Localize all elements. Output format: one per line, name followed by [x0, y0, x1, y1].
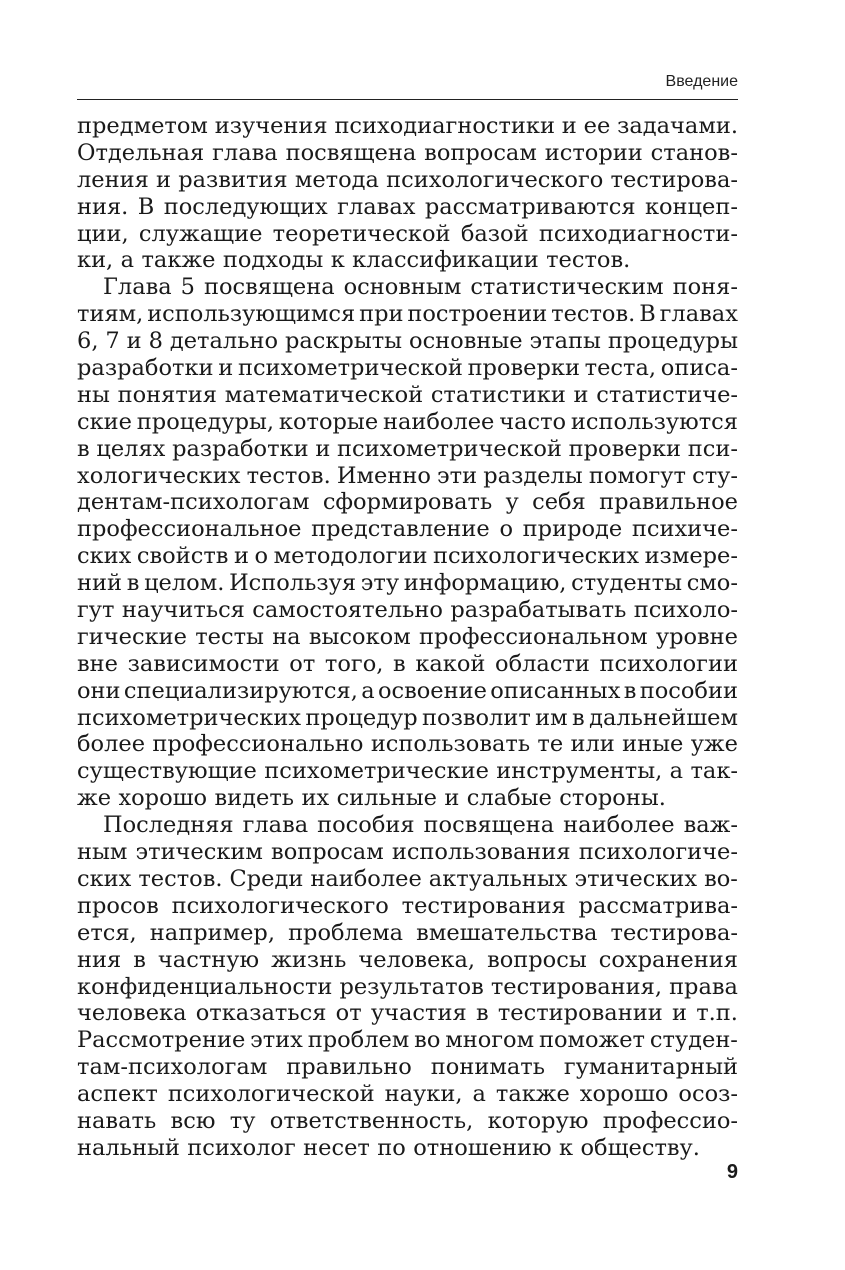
word: от [289, 650, 316, 677]
word: представление [311, 516, 490, 543]
word: дальнейшем [589, 704, 738, 731]
text-line [77, 436, 738, 463]
word: о [254, 543, 269, 570]
word: хологических [77, 462, 241, 489]
word: а [472, 1081, 486, 1108]
word: посвящена [423, 812, 555, 839]
word: студен- [649, 1027, 738, 1054]
word: просов [77, 892, 159, 919]
word: того, [324, 650, 384, 677]
word: развития [178, 166, 288, 193]
word: профессиональное [77, 516, 302, 543]
word: инструменты, [496, 758, 663, 785]
word: рассматриваются [424, 193, 636, 220]
word: тестов. [546, 247, 631, 274]
word: тестирова- [610, 919, 738, 946]
text-line [77, 1108, 738, 1135]
text-line [77, 758, 738, 785]
word: профессионально [152, 731, 364, 758]
word: этических [574, 865, 698, 892]
word: разработки [77, 355, 214, 382]
word: В [639, 301, 656, 328]
word: измере- [644, 543, 738, 570]
word: которую [487, 1107, 589, 1134]
word: отказаться [195, 1000, 327, 1027]
word: метода [294, 166, 379, 193]
word: там-психологам [77, 1054, 268, 1081]
word: задачами. [617, 113, 738, 139]
body-text [77, 113, 738, 1162]
word: себя [532, 489, 586, 516]
page-number: 9 [726, 1161, 738, 1183]
word: Именно [336, 462, 431, 489]
word: права [669, 973, 738, 1000]
text-line [77, 785, 738, 812]
text-line [77, 974, 738, 1001]
text-line [77, 167, 738, 194]
word: поня- [672, 274, 738, 301]
word: проверки [467, 355, 580, 382]
word: ния [77, 946, 122, 973]
word: ется, [77, 919, 137, 946]
word: психологического [386, 166, 604, 193]
word: психодиагности- [538, 220, 738, 247]
word: разработки [172, 435, 309, 462]
word: методологии [273, 543, 428, 570]
text-line [77, 409, 738, 436]
running-head-title: Введение [665, 73, 738, 90]
word: а [669, 758, 684, 785]
word: использования [391, 839, 571, 866]
word: в [77, 435, 90, 462]
text-line [77, 543, 738, 570]
text-line [77, 624, 738, 651]
word: последующих [163, 193, 328, 220]
word: статистиче- [596, 381, 738, 408]
word: самостоятельно [252, 597, 443, 624]
word: пособии [639, 677, 738, 704]
word: в [393, 650, 406, 677]
word: основным [343, 274, 462, 301]
word: В [137, 193, 155, 220]
word: гические [77, 623, 187, 650]
word: проблема [288, 919, 404, 946]
word: профессиональном [418, 623, 648, 650]
word: результатов [339, 973, 484, 1000]
header-rule [77, 99, 738, 100]
word: тестирова- [610, 166, 738, 193]
word: ту [229, 1107, 256, 1134]
word: ний [77, 570, 122, 597]
word: классификации [352, 247, 539, 274]
word: и [218, 355, 234, 382]
word: стороны. [559, 785, 666, 812]
text-line [77, 113, 738, 140]
word: высоком [308, 623, 411, 650]
word: так- [690, 758, 738, 785]
word: обществу. [580, 1134, 700, 1161]
text-line [77, 489, 738, 516]
word: по [377, 1134, 406, 1161]
word: поможет [538, 1027, 646, 1054]
text-line [77, 194, 738, 221]
text-line [77, 839, 738, 866]
word: 7 [105, 328, 120, 355]
word: наиболее [382, 408, 495, 435]
word: и [315, 435, 331, 462]
word: и [233, 543, 249, 570]
text-line [77, 382, 738, 409]
word: тесты [195, 623, 264, 650]
word: концеп- [644, 193, 738, 220]
word: Рассмотрение [77, 1027, 246, 1054]
word: наиболее [563, 812, 675, 839]
word: посвящена [285, 139, 417, 166]
word: в [572, 704, 585, 731]
word: пособия [317, 812, 415, 839]
word: психодиагностики [334, 113, 555, 139]
word: глава [242, 812, 309, 839]
word: 6, [77, 328, 99, 355]
word: эту [360, 570, 400, 597]
word: эти [437, 462, 478, 489]
word: а [120, 247, 135, 274]
word: в [623, 677, 637, 704]
word: зависимости [127, 650, 280, 677]
word: психологической [167, 1081, 375, 1108]
text-line [77, 920, 738, 947]
word: использовать [370, 731, 531, 758]
word: ны [77, 381, 110, 408]
word: отношению [413, 1134, 552, 1161]
word: аспект [77, 1081, 158, 1108]
word: математической [224, 381, 424, 408]
text-line [77, 274, 738, 301]
word: основные [409, 328, 523, 355]
word: уровне [655, 623, 738, 650]
word: станов- [650, 139, 738, 166]
word: этих [250, 1027, 303, 1054]
word: пси- [687, 435, 738, 462]
text-line [77, 1081, 738, 1108]
word: разрабатывать [450, 597, 627, 624]
word: Отдельная [77, 139, 205, 166]
word: вне [77, 650, 118, 677]
word: более [77, 731, 146, 758]
word: служащие [138, 220, 263, 247]
word: тестирования [401, 892, 566, 919]
word: к [330, 247, 345, 274]
word: ские [77, 408, 132, 435]
text-line [77, 221, 738, 248]
word: информацию, [403, 570, 567, 597]
word: процедуры [607, 328, 738, 355]
word: теоретической [272, 220, 451, 247]
text-line [77, 463, 738, 490]
word: этапы [529, 328, 601, 355]
word: главах [337, 193, 416, 220]
word: процедуры, [136, 408, 275, 435]
word: использующимся [147, 301, 356, 328]
word: изучения [214, 113, 328, 139]
word: ции, [77, 220, 129, 247]
word: ских [77, 865, 132, 892]
word: конфиденциальности [77, 973, 333, 1000]
word: человека [77, 1000, 187, 1027]
word: к [559, 1134, 574, 1161]
word: навать [77, 1107, 157, 1134]
word: вопросам [271, 839, 384, 866]
word: правильно [286, 1054, 412, 1081]
word: нальный [77, 1134, 180, 1161]
word: тиям, [77, 301, 144, 328]
word: позволит [422, 704, 531, 731]
word: студенты [571, 570, 682, 597]
word: несет [303, 1134, 370, 1161]
word: глава [212, 139, 278, 166]
word: и [671, 1000, 687, 1027]
word: правильное [599, 489, 738, 516]
word: наиболее [310, 865, 422, 892]
word: понимать [430, 1054, 545, 1081]
word: какой [415, 650, 486, 677]
word: посвящена [203, 274, 335, 301]
word: тестирования, [490, 973, 662, 1000]
word: раскрыты [284, 328, 403, 355]
word: всю [170, 1107, 216, 1134]
word: используются [570, 408, 738, 435]
word: целом. [144, 570, 225, 597]
word: описа- [660, 355, 738, 382]
word: им [535, 704, 568, 731]
word: те [537, 731, 564, 758]
word: или [570, 731, 615, 758]
word: Среди [229, 865, 304, 892]
word: уже [690, 731, 738, 758]
word: области [495, 650, 590, 677]
text-line [77, 947, 738, 974]
word: психометрической [337, 435, 562, 462]
word: психологических [433, 543, 640, 570]
word: а [361, 677, 375, 704]
text-line [77, 731, 738, 758]
word: от [335, 1000, 362, 1027]
word: которые [278, 408, 379, 435]
word: также [495, 1081, 570, 1108]
word: свойств [136, 543, 229, 570]
word: психометрические [264, 758, 489, 785]
word: вопросы [487, 946, 587, 973]
word: актуальных [428, 865, 568, 892]
word: 8 [148, 328, 163, 355]
word: статистики [430, 381, 566, 408]
word: науки, [384, 1081, 463, 1108]
word: психологического [171, 892, 389, 919]
word: во [414, 1027, 441, 1054]
word: хорошо [118, 785, 208, 812]
text-line [77, 597, 738, 624]
text-line [77, 812, 738, 839]
word: психометрических [77, 704, 302, 731]
word: при [359, 301, 404, 328]
word: рассматрива- [578, 892, 738, 919]
word: же [77, 785, 112, 812]
word: на [272, 623, 301, 650]
word: построении [407, 301, 548, 328]
text-line [77, 1054, 738, 1081]
word: в [133, 946, 146, 973]
word: проблем [307, 1027, 410, 1054]
word: они [77, 677, 121, 704]
word: и [156, 166, 171, 193]
word: ответственность, [269, 1107, 474, 1134]
text-line [77, 140, 738, 167]
word: и [561, 113, 577, 139]
word: сохранения [598, 946, 738, 973]
word: важ- [683, 812, 738, 839]
word: у [505, 489, 519, 516]
word: их [301, 785, 330, 812]
word: психологиче- [578, 839, 738, 866]
word: научиться [121, 597, 245, 624]
word: человека, [358, 946, 476, 973]
word: истории [544, 139, 643, 166]
word: помогут [588, 462, 686, 489]
text-line [77, 355, 738, 382]
word: главах [659, 301, 738, 328]
word: слабые [466, 785, 552, 812]
word: статистическим [470, 274, 664, 301]
word: существующие [77, 758, 257, 785]
word: ния. [77, 193, 129, 220]
word: и [126, 328, 142, 355]
word: этическим [135, 839, 263, 866]
word: например, [149, 919, 275, 946]
word: психологии [599, 650, 738, 677]
word: предметом [77, 113, 208, 139]
word: дентам-психологам [77, 489, 310, 516]
text-line [77, 516, 738, 543]
word: о [499, 516, 513, 543]
word: в [126, 570, 140, 597]
word: иные [622, 731, 684, 758]
word: многом [445, 1027, 535, 1054]
word: тестов. [138, 865, 223, 892]
word: часто [499, 408, 567, 435]
word: сформировать [322, 489, 493, 516]
word: тестов. [551, 301, 636, 328]
word: т.п. [696, 1000, 738, 1027]
word: и [573, 381, 589, 408]
word: участия [370, 1000, 467, 1027]
word: разделы [483, 462, 583, 489]
text-line [77, 1027, 738, 1054]
word: ления [77, 166, 149, 193]
text-line [77, 705, 738, 732]
word: видеть [214, 785, 295, 812]
word: 5 [180, 274, 195, 301]
word: Последняя [103, 812, 234, 839]
word: ее [583, 113, 611, 139]
text-line [77, 247, 738, 274]
word: детально [169, 328, 278, 355]
word: процедур [305, 704, 418, 731]
text-line [77, 678, 738, 705]
word: вопросам [424, 139, 537, 166]
word: ки, [77, 247, 114, 274]
word: ских [77, 543, 132, 570]
word: базой [460, 220, 529, 247]
text-line [77, 1135, 738, 1162]
text-line [77, 570, 738, 597]
word: понятия [117, 381, 217, 408]
word: Используя [229, 570, 357, 597]
word: освоение [377, 677, 487, 704]
word: психолог [187, 1134, 296, 1161]
text-line [77, 1000, 738, 1027]
text-line [77, 651, 738, 678]
word: вмешательства [416, 919, 598, 946]
word: тестов. [246, 462, 331, 489]
text-line [77, 866, 738, 893]
word: психоло- [633, 597, 738, 624]
word: осоз- [678, 1081, 738, 1108]
word: ным [77, 839, 128, 866]
word: проверки [568, 435, 682, 462]
word: сту- [692, 462, 738, 489]
word: жизнь [271, 946, 347, 973]
word: природе [522, 516, 623, 543]
word: теста, [584, 355, 657, 382]
word: описанных [490, 677, 621, 704]
text-line [77, 301, 738, 328]
word: целях [96, 435, 166, 462]
word: специализируются, [123, 677, 358, 704]
word: подходы [222, 247, 324, 274]
word: психиче- [631, 516, 738, 543]
word: тестировании [497, 1000, 663, 1027]
word: гуманитарный [563, 1054, 738, 1081]
word: сильные [336, 785, 437, 812]
word: смо- [686, 570, 738, 597]
word: Глава [103, 274, 172, 301]
word: и [444, 785, 460, 812]
text-line [77, 328, 738, 355]
word: во- [704, 865, 738, 892]
word: в [475, 1000, 489, 1027]
word: хорошо [579, 1081, 669, 1108]
word: частную [157, 946, 260, 973]
word: гут [77, 597, 115, 624]
word: также [141, 247, 216, 274]
text-line [77, 893, 738, 920]
word: профессио- [602, 1107, 738, 1134]
word: психометрической [237, 355, 463, 382]
